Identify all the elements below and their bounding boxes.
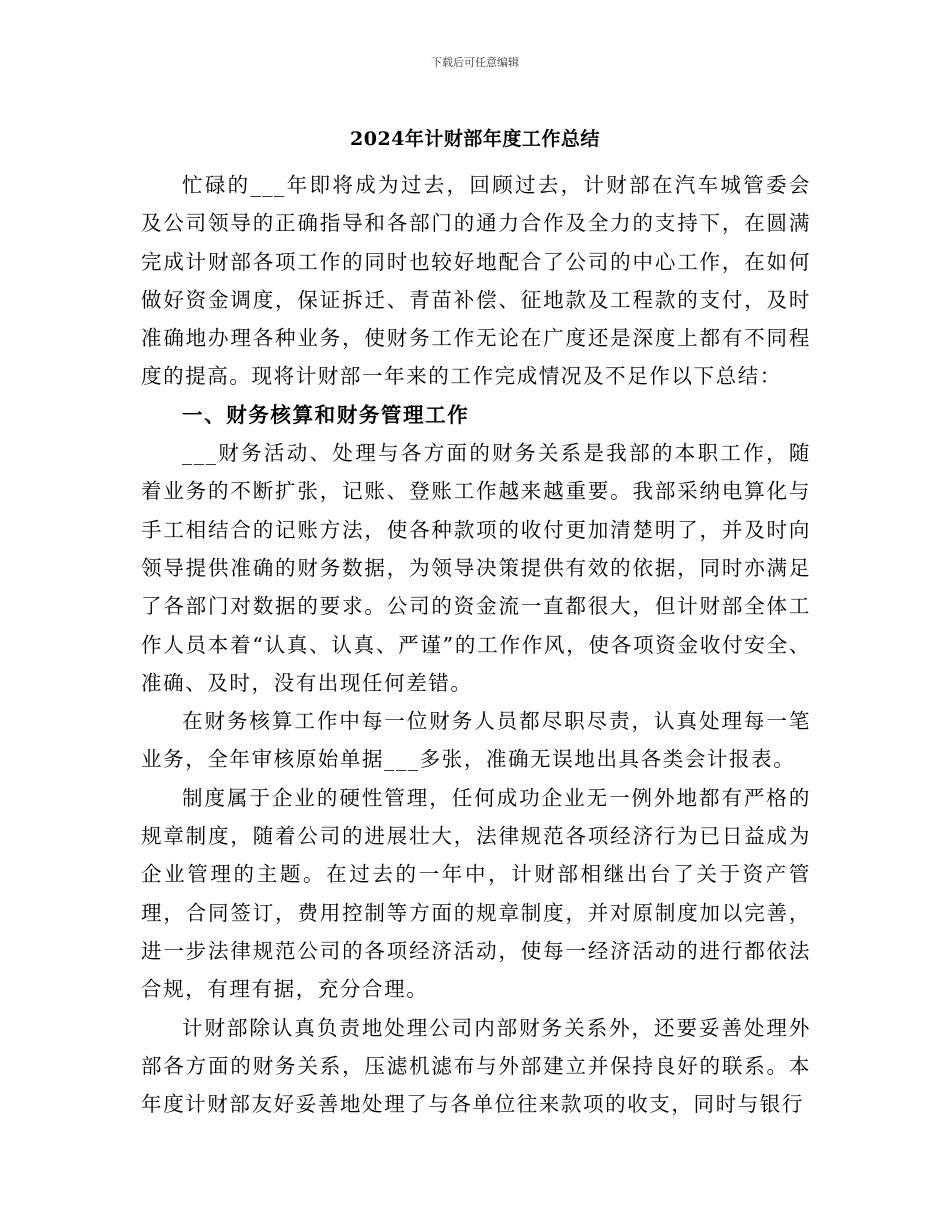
section1-paragraph-1: ___财务活动、处理与各方面的财务关系是我部的本职工作，随着业务的不断扩张，记账、登账工作越来越重要。我部采纳电算化与手工相结合的记账方法，使各种款项的收付更加清楚明了，并及时向领导提供准确的财务数据，为领导决策提供有效的依据，同时亦满足了各部门对数据的要求。公司的资金流一直都很大，但计财部全体工作人员本着“认真、认真、严谨”的工作作风，使各项资金收付安全、准确、及时，没有出现任何差错。 <box>141 441 811 695</box>
document-title: 2024年计财部年度工作总结 <box>350 128 600 150</box>
section1-paragraph-4: 计财部除认真负责地处理公司内部财务关系外，还要妥善处理外部各方面的财务关系，压滤机滤布与外部建立并保持良好的联系。本年度计财部友好妥善地处理了与各单位往来款项的收支，同时与银行 <box>141 1015 811 1117</box>
section-heading-1: 一、财务核算和财务管理工作 <box>182 402 470 427</box>
page-header-note: 下载后可任意编辑 <box>431 56 519 69</box>
section1-paragraph-3: 制度属于企业的硬性管理，任何成功企业无一例外地都有严格的规章制度，随着公司的进展壮大，法律规范各项经济行为已日益成为企业管理的主题。在过去的一年中，计财部相继出台了关于资产管理，合同签订，费用控制等方面的规章制度，并对原制度加以完善，进一步法律规范公司的各项经济活动，使每一经济活动的进行都依法合规，有理有据，充分合理。 <box>141 785 811 1002</box>
section1-paragraph-2: 在财务核算工作中每一位财务人员都尽职尽责，认真处理每一笔业务，全年审核原始单据___多张，准确无误地出具各类会计报表。 <box>141 709 811 772</box>
document-body <box>141 166 811 1123</box>
intro-paragraph: 忙碌的___年即将成为过去，回顾过去，计财部在汽车城管委会及公司领导的正确指导和各部门的通力合作及全力的支持下，在圆满完成计财部各项工作的同时也较好地配合了公司的中心工作，在如何做好资金调度，保证拆迁、青苗补偿、征地款及工程款的支付，及时准确地办理各种业务，使财务工作无论在广度还是深度上都有不同程度的提高。现将计财部一年来的工作完成情况及不足作以下总结： <box>141 173 811 389</box>
